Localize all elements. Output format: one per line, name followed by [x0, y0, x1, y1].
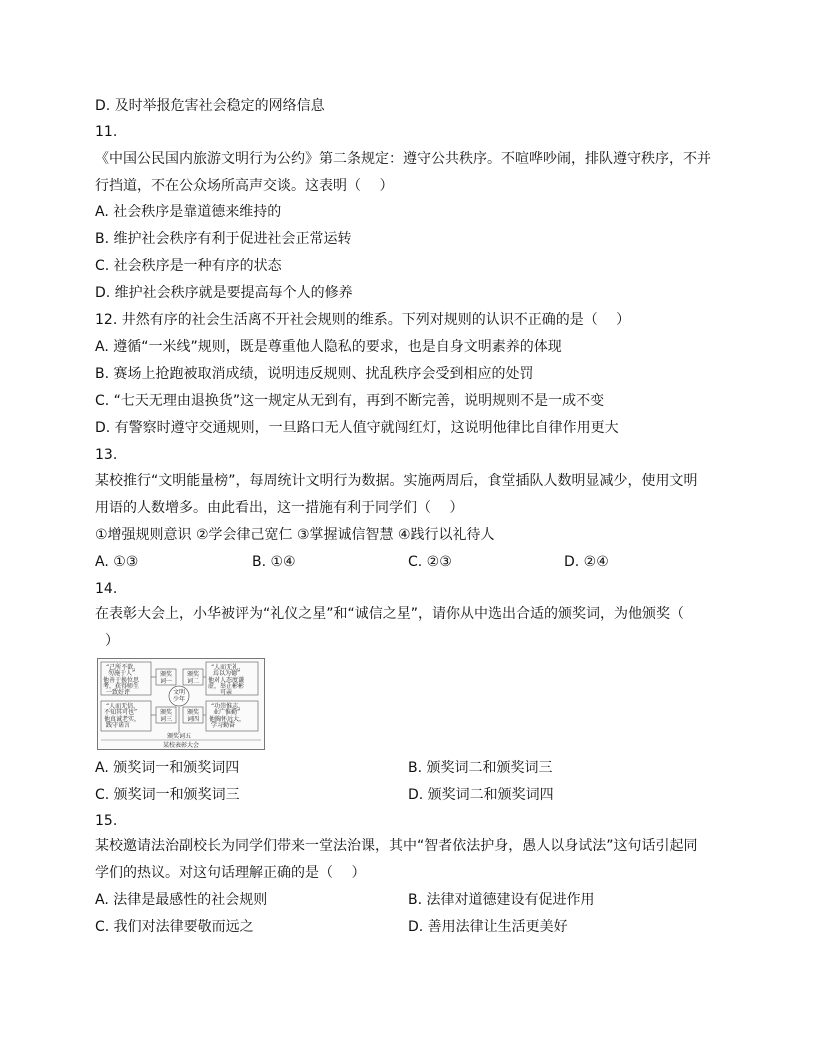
quote4-line2: 业广惟勤”: [213, 709, 241, 716]
quote1-line1: “己所不欲，: [106, 664, 140, 671]
q11-option-d: D. 维护社会秩序就是要提高每个人的修养: [95, 285, 353, 301]
quote1-line3: 他善于换位思: [103, 677, 140, 684]
q15-number: 15.: [95, 813, 118, 829]
q13-stem-line1: 某校推行“文明能量榜”，每周统计文明行为数据。实施两周后，食堂插队人数明显减少，使用文明: [95, 473, 698, 489]
q11-number: 11.: [95, 124, 118, 140]
quote3-line1: “人而无信，: [106, 703, 140, 710]
award5-label: 颁奖词五: [166, 733, 192, 740]
quote3-line3: 他真诚老实，: [104, 716, 141, 723]
q11-option-b: B. 维护社会秩序有利于促进社会正常运转: [95, 231, 352, 247]
figure-caption: 某校表彰大会: [162, 742, 200, 749]
q15-option-b: B. 法律对道德建设有促进作用: [408, 892, 595, 908]
q11-option-c: C. 社会秩序是一种有序的状态: [95, 258, 282, 274]
quote2-line4: 虚，举止彬彬: [208, 683, 245, 690]
q11-stem-line2: 行挡道，不在公众场所高声交谈。这表明（ ）: [95, 178, 394, 194]
q13-options-row: [95, 552, 735, 572]
q10-option-d: D. 及时举报危害社会稳定的网络信息: [95, 98, 325, 114]
quote3-line2: 不知其可也”: [104, 709, 138, 716]
award2-line1: 颁奖: [186, 671, 200, 678]
q13-stem-line2: 用语的人数增多。由此看出，这一措施有利于同学们（ ）: [95, 500, 464, 516]
quote1-line2: 勿施于人”: [108, 670, 136, 677]
q12-option-b: B. 赛场上抢跑被取消成绩，说明违反规则、扰乱秩序会受到相应的处罚: [95, 366, 534, 382]
q14-number: 14.: [95, 581, 118, 597]
quote3-line4: 践守诺言: [106, 722, 131, 729]
q14-options-row1: [95, 758, 735, 778]
quote2-line5: 可亲: [220, 689, 233, 696]
award-diagram: [98, 659, 264, 749]
award4-line2: 词四: [186, 716, 200, 723]
quote4-line3: 他胸怀远大，: [209, 716, 246, 723]
q14-option-b: B. 颁奖词二和颁奖词三: [408, 760, 553, 776]
award1-line2: 词一: [159, 678, 173, 685]
q15-stem-line2: 学们的热议。对这句话理解正确的是（ ）: [95, 865, 366, 881]
q15-option-d: D. 善用法律让生活更美好: [408, 919, 568, 935]
quote2-line3: 他对人态度谦: [208, 677, 245, 684]
award-diagram-figure: [97, 658, 265, 750]
q14-option-d: D. 颁奖词二和颁奖词四: [408, 787, 554, 803]
q12-option-d: D. 有警察时遵守交通规则，一旦路口无人值守就闯红灯，这说明他律比自律作用更大: [95, 420, 619, 436]
q13-option-c: C. ②③: [408, 554, 452, 570]
center-line2: 少年: [172, 696, 186, 703]
q12-option-c: C. “七天无理由退换货”这一规定从无到有，再到不断完善，说明规则不是一成不变: [95, 393, 605, 409]
quote4-line4: 学习勤奋: [211, 722, 236, 729]
award4-line1: 颁奖: [186, 709, 200, 716]
q13-option-b: B. ①④: [252, 554, 296, 570]
q15-options-row2: [95, 917, 735, 937]
q15-options-row1: [95, 890, 735, 910]
q13-option-d: D. ②④: [564, 554, 609, 570]
award3-line1: 颁奖: [159, 709, 173, 716]
q14-option-a: A. 颁奖词一和颁奖词四: [95, 760, 240, 776]
quote2-line1: “人而无礼，: [211, 664, 245, 671]
q11-option-a: A. 社会秩序是靠道德来维持的: [95, 204, 282, 220]
quote1-line4: 考，获得师生: [103, 683, 140, 690]
quote4-line1: “功崇惟志，: [211, 703, 245, 710]
q15-option-a: A. 法律是最感性的社会规则: [95, 892, 268, 908]
center-line1: 文明: [172, 689, 186, 696]
award2-line2: 词二: [186, 678, 200, 685]
q15-stem-line1: 某校邀请法治副校长为同学们带来一堂法治课，其中“智者依法护身，愚人以身试法”这句话引起同: [95, 838, 698, 854]
q14-stem-line2: ）: [105, 633, 119, 649]
award3-line2: 词三: [159, 716, 173, 723]
q13-choices: ①增强规则意识 ②学会律己宽仁 ③掌握诚信智慧 ④践行以礼待人: [95, 527, 495, 543]
award1-line1: 颁奖: [159, 671, 173, 678]
q13-number: 13.: [95, 447, 118, 463]
q15-option-c: C. 我们对法律要敬而远之: [95, 919, 254, 935]
quote2-line2: 焉以为德”: [213, 670, 241, 677]
q13-option-a: A. ①③: [95, 554, 139, 570]
q12-option-a: A. 遵循“一米线”规则，既是尊重他人隐私的要求，也是自身文明素养的体现: [95, 339, 562, 355]
q14-options-row2: [95, 785, 735, 805]
quote1-line5: 一致好评: [106, 689, 131, 696]
q12-stem: 12. 井然有序的社会生活离不开社会规则的维系。下列对规则的认识不正确的是（ ）: [95, 312, 631, 328]
q11-stem-line1: 《中国公民国内旅游文明行为公约》第二条规定：遵守公共秩序。不喧哗吵闹，排队遵守秩序，不并: [95, 151, 711, 167]
q14-stem-line1: 在表彰大会上，小华被评为“礼仪之星”和“诚信之星”，请你从中选出合适的颁奖词，为他颁奖（: [95, 606, 685, 622]
q14-option-c: C. 颁奖词一和颁奖词三: [95, 787, 240, 803]
